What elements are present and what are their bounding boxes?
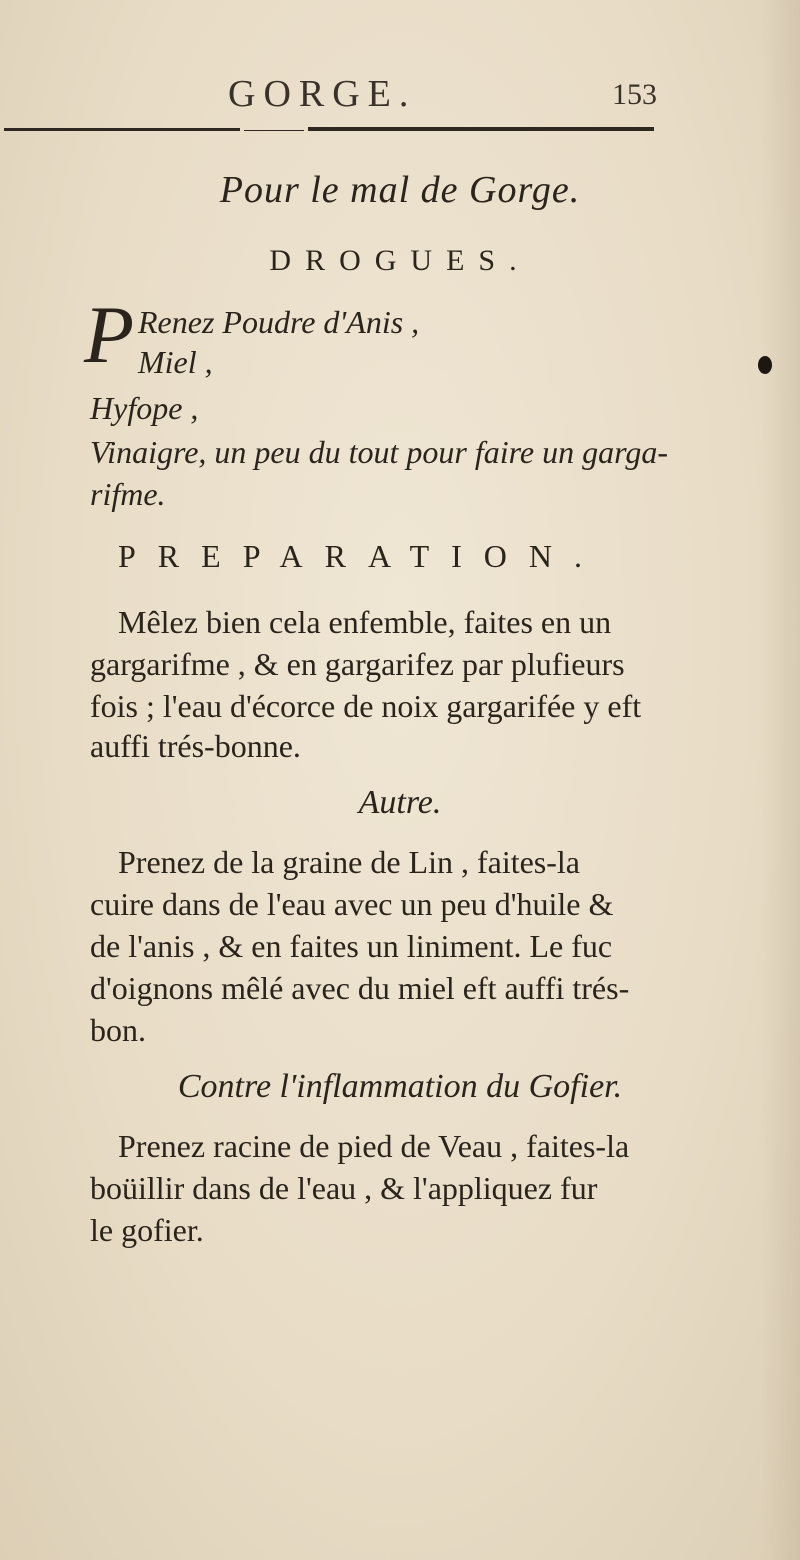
preparation-line-4: auffi trés-bonne. xyxy=(90,728,301,764)
drogues-heading: DROGUES. xyxy=(269,244,531,277)
page-edge-shadow xyxy=(760,0,800,1560)
drug-line-3: Hyfope , xyxy=(90,390,199,426)
running-head-title: GORGE. xyxy=(228,73,417,115)
preparation-line-3: fois ; l'eau d'écorce de noix gargarifée y eft xyxy=(90,688,642,724)
header-rule-right xyxy=(308,127,654,131)
header-rule-left xyxy=(4,128,240,131)
autre-line-2: cuire dans de l'eau avec un peu d'huile & xyxy=(90,886,614,922)
autre-line-3: de l'anis , & en faites un liniment. Le fuc xyxy=(90,928,613,964)
inflammation-line-3: le gofier. xyxy=(90,1212,204,1248)
running-head xyxy=(0,72,800,132)
inflammation-line-1: Prenez racine de pied de Veau , faites-la xyxy=(118,1128,630,1164)
autre-line-5: bon. xyxy=(90,1012,146,1048)
preparation-line-2: gargarifme , & en gargarifez par plufieurs xyxy=(90,646,625,682)
drug-line-4: Vinaigre, un peu du tout pour faire un garga- xyxy=(90,434,669,470)
drug-line-1: Renez Poudre d'Anis , xyxy=(138,304,420,340)
preparation-line-1: Mêlez bien cela enfemble, faites en un xyxy=(118,604,612,640)
header-rule-middle xyxy=(244,130,304,131)
preparation-heading: PREPARATION. xyxy=(118,538,604,574)
inflammation-heading: Contre l'inflammation du Gofier. xyxy=(177,1068,623,1105)
inflammation-line-2: boüillir dans de l'eau , & l'appliquez fur xyxy=(90,1170,598,1206)
section-title: Pour le mal de Gorge. xyxy=(219,169,581,211)
autre-line-4: d'oignons mêlé avec du miel eft auffi trés- xyxy=(90,970,630,1006)
drop-cap: P xyxy=(84,289,135,380)
page-number: 153 xyxy=(612,78,657,111)
autre-heading: Autre. xyxy=(358,784,442,821)
autre-line-1: Prenez de la graine de Lin , faites-la xyxy=(118,844,580,880)
ink-spot xyxy=(758,356,772,374)
drug-line-2: Miel , xyxy=(138,344,213,380)
drug-line-5: rifme. xyxy=(90,476,166,512)
